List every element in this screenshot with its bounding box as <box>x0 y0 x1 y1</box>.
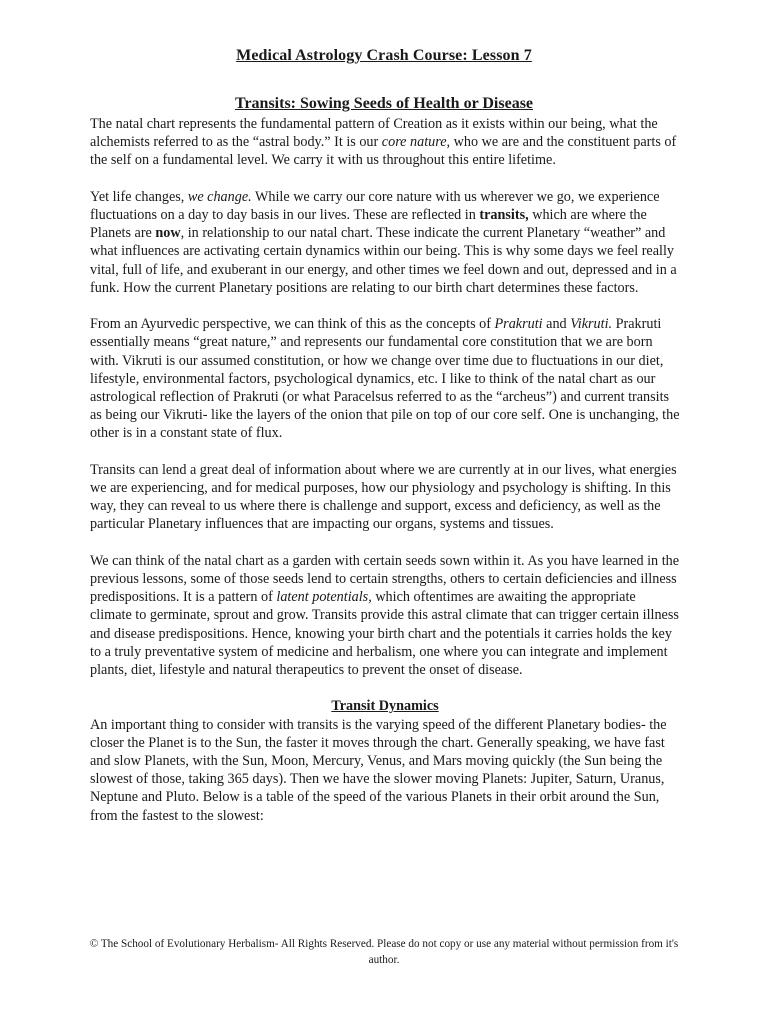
paragraph-natal-chart: The natal chart represents the fundamental pattern of Creation as it exists within our being, what the alchemists referred to as the “astral body.” It is our core nature, who we are and the constituent parts of the self on a fundamental level. We carry it with us throughout this entire lifetime. <box>90 116 677 169</box>
lesson-subtitle: Transits: Sowing Seeds of Health or Disease <box>234 95 534 112</box>
paragraph-ayurvedic: From an Ayurvedic perspective, we can think of this as the concepts of Prakruti and Vikruti. Prakruti essentially means “great nature,” and represents our fundamental core constitution that we are born with. Vikruti is our assumed constitution, or how we change over time due to fluctuations in our diet, lifestyle, environmental factors, psychological dynamics, etc. I like to think of the natal chart as our astrological reflection of Prakruti (or what Paracelsus referred to as the “archeus”) and current transits as being our Vikruti- like the layers of the onion that pile on top of our core self. One is unchanging, the other is in a constant state of flux. <box>90 316 680 442</box>
paragraph-transits-info: Transits can lend a great deal of information about where we are currently at in our lives, what energies we are experiencing, and for medical purposes, how our physiology and psychology is shifting. In this way, they can reveal to us where there is challenge and support, excess and deficiency, as well as the particular Planetary influences that are impacting our organs, systems and tissues. <box>90 461 677 533</box>
paragraph-transit-dynamics: An important thing to consider with transits is the varying speed of the different Planetary bodies- the closer the Planet is to the Sun, the faster it moves through the chart. Generally speaking, we have fast and slow Planets, with the Sun, Moon, Mercury, Venus, and Mars moving quickly (the Sun being the slowest of those, taking 365 days). Then we have the slower moving Planets: Jupiter, Saturn, Uranus, Neptune and Pluto. Below is a table of the speed of the various Planets in their orbit around the Sun, from the fastest to the slowest: <box>90 716 667 824</box>
copyright-footer: © The School of Evolutionary Herbalism- All Rights Reserved. Please do not copy or use any material without permission from it's author. <box>89 938 679 966</box>
paragraph-life-changes: Yet life changes, we change. While we carry our core nature with us wherever we go, we experience fluctuations on a day to day basis in our lives. These are reflected in transits, which are where the Planets are now, in relationship to our natal chart. These indicate the current Planetary “weather” and what influences are activating certain dynamics within our being. This is why some days we feel really vital, full of life, and exuberant in our energy, and other times we feel down and out, depressed and in a funk. How the current Planetary positions are relating to our birth chart determines these factors. <box>90 188 677 296</box>
document-title: Medical Astrology Crash Course: Lesson 7 <box>236 47 532 64</box>
section-heading-transit-dynamics: Transit Dynamics <box>331 698 439 715</box>
paragraph-garden: We can think of the natal chart as a garden with certain seeds sown within it. As you have learned in the previous lessons, some of those seeds lend to certain strengths, others to certain deficiencies and illness predispositions. It is a pattern of latent potentials, which oftentimes are awaiting the appropriate climate to germinate, sprout and grow. Transits provide this astral climate that can trigger certain illness and disease predispositions. Hence, knowing your birth chart and the potentials it carries holds the key to a truly preventative system of medicine and herbalism, one where you can integrate and implement plants, diet, lifestyle and natural therapeutics to prevent the onset of disease. <box>90 552 680 679</box>
document-body <box>90 115 680 843</box>
